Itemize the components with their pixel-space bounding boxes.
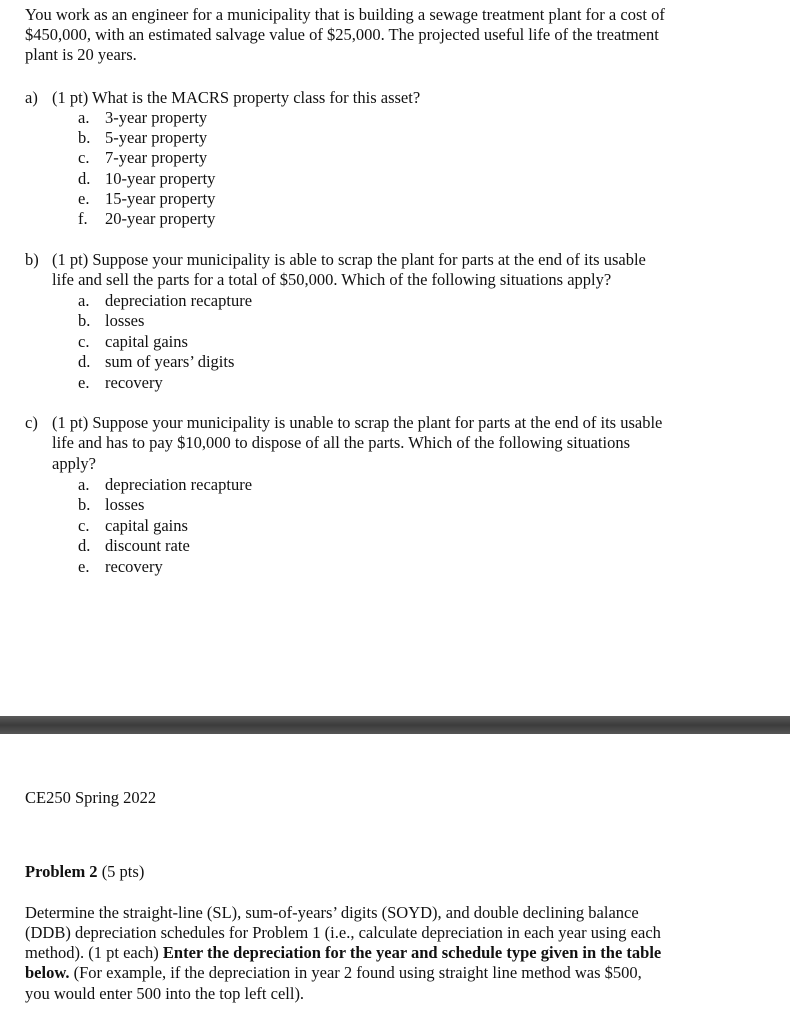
- question-b-label: b): [25, 250, 39, 269]
- question-c-text-line-3: apply?: [52, 454, 96, 473]
- question-a-option-letter: f.: [78, 209, 88, 228]
- question-b-text-line-2: life and sell the parts for a total of $50,000. Which of the following situations apply?: [52, 270, 612, 289]
- problem-title-bold: Problem 2: [25, 862, 98, 881]
- question-b-option-text: capital gains: [105, 332, 188, 351]
- question-c-option-text: discount rate: [105, 536, 190, 555]
- problem-para-line-5: you would enter 500 into the top left cell).: [25, 984, 305, 1003]
- question-b-option-text: depreciation recapture: [105, 291, 253, 310]
- question-a-option-text: 3-year property: [105, 108, 208, 127]
- question-a-option-letter: a.: [78, 108, 90, 127]
- question-a-label: a): [25, 88, 38, 107]
- question-b-option-letter: e.: [78, 373, 90, 392]
- question-c-option-text: losses: [105, 495, 145, 514]
- intro-line-1: You work as an engineer for a municipality that is building a sewage treatment plant for a cost of: [25, 5, 665, 24]
- question-a-option-text: 10-year property: [105, 169, 216, 188]
- question-b-option-letter: a.: [78, 291, 90, 310]
- problem-title: [25, 862, 144, 882]
- question-c-option-letter: d.: [78, 536, 91, 555]
- question-b-option-text: losses: [105, 311, 145, 330]
- question-c-option-text: capital gains: [105, 516, 188, 535]
- question-c-label: c): [25, 413, 38, 432]
- question-a-option-letter: d.: [78, 169, 91, 188]
- intro-line-2: $450,000, with an estimated salvage value of $25,000. The projected useful life of the treatment: [25, 25, 659, 44]
- problem-para-line-4: [25, 963, 642, 983]
- question-a-option-letter: b.: [78, 128, 91, 147]
- question-c-option-letter: c.: [78, 516, 90, 535]
- problem-para-line-3: [25, 943, 661, 963]
- question-b-option-letter: b.: [78, 311, 91, 330]
- page-break-divider: [0, 716, 790, 734]
- question-b-option-text: recovery: [105, 373, 163, 392]
- question-c-option-text: depreciation recapture: [105, 475, 253, 494]
- problem-para-line-1: Determine the straight-line (SL), sum-of-years’ digits (SOYD), and double declining balance: [25, 903, 639, 922]
- question-a-option-letter: e.: [78, 189, 90, 208]
- question-b-option-text: sum of years’ digits: [105, 352, 235, 371]
- question-a-text: (1 pt) What is the MACRS property class for this asset?: [52, 88, 421, 107]
- problem-title-points: (5 pts): [97, 862, 145, 881]
- problem-para-line-4-bold: below.: [25, 963, 70, 982]
- question-c-text-line-2: life and has to pay $10,000 to dispose of all the parts. Which of the following situations: [52, 433, 631, 452]
- problem-para-line-2: (DDB) depreciation schedules for Problem 1 (i.e., calculate depreciation in each year using each: [25, 923, 661, 942]
- question-b-option-letter: d.: [78, 352, 91, 371]
- question-c-option-letter: a.: [78, 475, 90, 494]
- page-header: CE250 Spring 2022: [25, 788, 157, 807]
- document-page-2: [0, 734, 790, 1024]
- question-a-option-text: 7-year property: [105, 148, 208, 167]
- question-a-option-text: 20-year property: [105, 209, 216, 228]
- question-a-option-text: 5-year property: [105, 128, 208, 147]
- intro-line-3: plant is 20 years.: [25, 45, 137, 64]
- question-a-option-text: 15-year property: [105, 189, 216, 208]
- question-c-option-letter: e.: [78, 557, 90, 576]
- problem-para-line-3-bold: Enter the depreciation for the year and schedule type given in the table: [162, 943, 662, 962]
- question-c-text-line-1: (1 pt) Suppose your municipality is unable to scrap the plant for parts at the end of its usable: [52, 413, 663, 432]
- question-b-option-letter: c.: [78, 332, 90, 351]
- question-c-option-text: recovery: [105, 557, 163, 576]
- question-a-option-letter: c.: [78, 148, 90, 167]
- problem-para-line-3-plain: method). (1 pt each): [25, 943, 163, 962]
- problem-para-line-4-plain: (For example, if the depreciation in year 2 found using straight line method was $500,: [69, 963, 642, 982]
- question-c-option-letter: b.: [78, 495, 91, 514]
- question-b-text-line-1: (1 pt) Suppose your municipality is able to scrap the plant for parts at the end of its usable: [52, 250, 646, 269]
